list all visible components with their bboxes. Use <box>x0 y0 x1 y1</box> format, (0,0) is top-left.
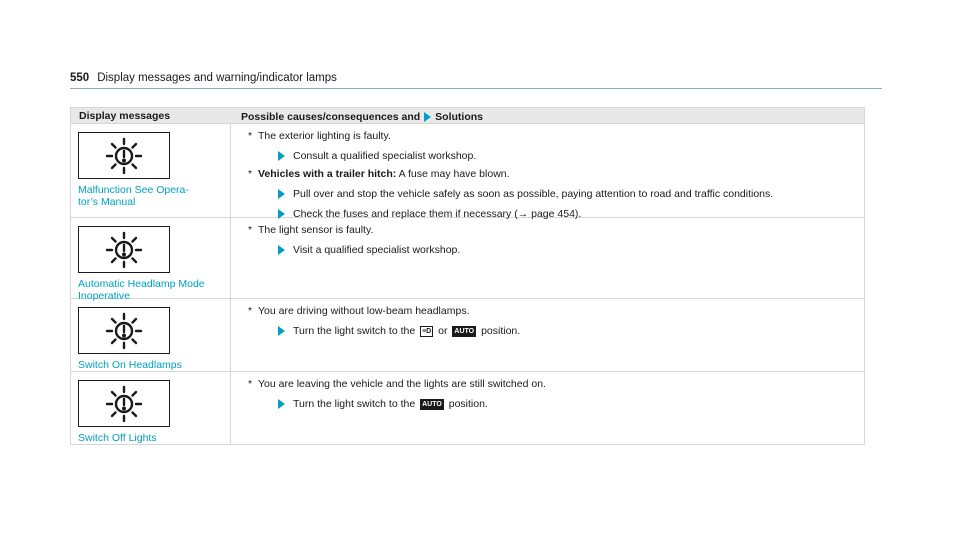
message-label: Automatic Headlamp Mode Inoperative <box>78 278 205 302</box>
step-text <box>293 325 520 337</box>
solution-step <box>278 150 864 162</box>
cause-item <box>248 378 864 390</box>
arrow-right-icon <box>278 326 285 336</box>
causes-cell <box>231 372 864 444</box>
col-header-causes <box>231 108 864 123</box>
arrow-right-icon <box>278 399 285 409</box>
table-row <box>71 218 864 302</box>
cause-text: A fuse may have blown. <box>396 168 510 180</box>
arrow-right-icon <box>278 189 285 199</box>
page-section-title: Display messages and warning/indicator lamps <box>97 72 337 84</box>
cause-text: You are leaving the vehicle and the lights are still switched on. <box>258 378 546 390</box>
auto-symbol-icon: AUTO <box>454 327 475 335</box>
step-text-post: position. <box>481 325 521 337</box>
step-text <box>293 398 488 410</box>
arrow-right-icon <box>278 245 285 255</box>
cause-text: The light sensor is faulty. <box>258 224 374 236</box>
lamp-warning-icon <box>78 307 170 354</box>
message-label: Switch On Headlamps <box>78 359 182 371</box>
lamp-warning-icon <box>78 226 170 273</box>
table-row <box>71 124 864 218</box>
cause-item <box>248 168 864 180</box>
arrow-right-icon <box>278 151 285 161</box>
solution-step <box>278 244 864 256</box>
col-header-causes-text: Possible causes/consequences and <box>241 110 421 123</box>
message-label: Switch Off Lights <box>78 432 157 444</box>
table-row <box>71 299 864 372</box>
bullet: * <box>248 224 253 236</box>
step-text-post: position. <box>448 398 488 410</box>
solution-step <box>278 398 864 410</box>
step-text: Pull over and stop the vehicle safely as soon as possible, paying attention to road and traffic conditions. <box>293 188 774 200</box>
col-header-messages: Display messages <box>79 110 171 122</box>
low-beam-symbol-icon: ≡D <box>422 327 432 335</box>
solution-step <box>278 188 864 200</box>
cause-condition: Vehicles with a trailer hitch: <box>258 168 397 180</box>
table-row <box>71 372 864 444</box>
bullet: * <box>248 305 253 317</box>
page-header <box>70 72 337 84</box>
step-text: Consult a qualified specialist workshop. <box>293 150 477 162</box>
message-cell <box>71 299 231 371</box>
step-text: Check the fuses and replace them if necessary (→ page 454). <box>293 208 582 220</box>
causes-cell <box>231 299 864 371</box>
message-cell <box>71 218 231 302</box>
col-header-solutions-text: Solutions <box>435 110 484 123</box>
arrow-right-icon <box>424 112 431 122</box>
message-label: Malfunction See Opera- tor’s Manual <box>78 184 189 208</box>
auto-symbol-icon: AUTO <box>422 400 442 408</box>
cause-text: The exterior lighting is faulty. <box>258 130 391 142</box>
cause-item <box>248 130 864 142</box>
header-divider <box>70 88 882 89</box>
cause-text: You are driving without low-beam headlamps. <box>258 305 470 317</box>
bullet: * <box>248 130 253 142</box>
causes-cell <box>231 218 864 298</box>
table-header <box>71 108 864 124</box>
bullet: * <box>248 378 253 390</box>
solution-step <box>278 325 864 337</box>
cause-item <box>248 224 864 236</box>
lamp-warning-icon <box>78 132 170 179</box>
page-number: 550 <box>70 72 90 84</box>
lamp-warning-icon <box>78 380 170 427</box>
step-text-pre: Turn the light switch to the <box>293 398 416 410</box>
step-text: Visit a qualified specialist workshop. <box>293 244 461 256</box>
message-cell <box>71 124 231 217</box>
message-cell <box>71 372 231 444</box>
causes-cell <box>231 124 864 220</box>
bullet: * <box>248 168 253 180</box>
messages-table <box>70 107 865 445</box>
step-text-mid: or <box>438 325 448 337</box>
cause-item <box>248 305 864 317</box>
step-text-pre: Turn the light switch to the <box>293 325 416 337</box>
